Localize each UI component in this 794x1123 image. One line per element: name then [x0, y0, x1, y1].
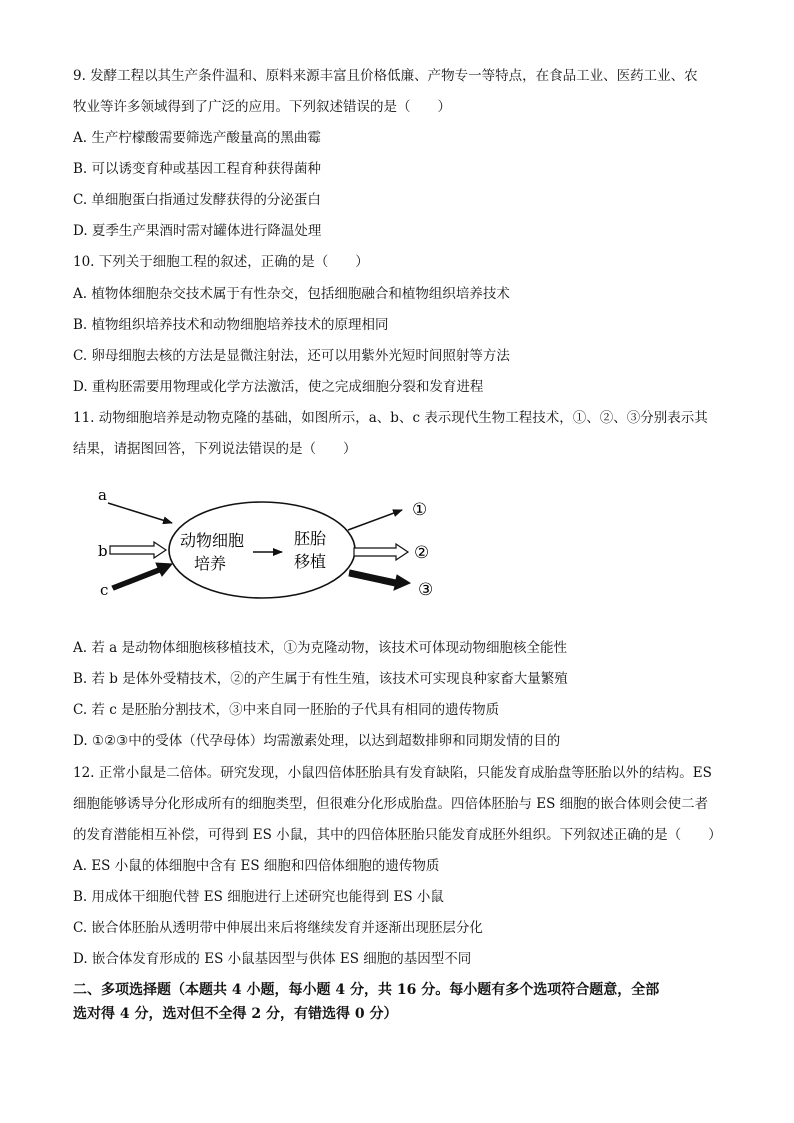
output-label-2: ② — [414, 543, 430, 563]
q9-stem-line1: 9. 发酵工程以其生产条件温和、原料来源丰富且价格低廉、产物专一等特点，在食品工业、医药工业、农 — [73, 68, 698, 84]
arrow-out3 — [349, 570, 410, 590]
box1-line2: 培养 — [194, 554, 227, 573]
q9-option-c: C. 单细胞蛋白指通过发酵获得的分泌蛋白 — [73, 192, 321, 208]
q11-option-c: C. 若 c 是胚胎分割技术，③中来自同一胚胎的子代具有相同的遗传物质 — [73, 702, 500, 718]
section2-heading-line1: 二、多项选择题（本题共 4 小题，每小题 4 分，共 16 分。每小题有多个选项符合题意，全部 — [73, 982, 660, 998]
box1-line1: 动物细胞 — [180, 531, 245, 550]
arrow-out2 — [354, 544, 408, 560]
q10-option-b: B. 植物组织培养技术和动物细胞培养技术的原理相同 — [73, 317, 389, 333]
q11-option-d: D. ①②③中的受体（代孕母体）均需激素处理，以达到超数排卵和同期发情的目的 — [73, 733, 561, 749]
q11-option-b: B. 若 b 是体外受精技术，②的产生属于有性生殖，该技术可实现良种家畜大量繁殖 — [73, 671, 568, 687]
q12-stem-line1: 12. 正常小鼠是二倍体。研究发现，小鼠四倍体胚胎具有发育缺陷，只能发育成胎盘等胚胎以外的结构。ES — [73, 765, 712, 781]
q10-stem-line1: 10. 下列关于细胞工程的叙述，正确的是（ ） — [73, 254, 369, 270]
q11-stem-line1: 11. 动物细胞培养是动物克隆的基础，如图所示，a、b、c 表示现代生物工程技术，①、②、③分别表示其 — [73, 410, 708, 426]
input-label-c: c — [100, 581, 109, 599]
q11-option-a: A. 若 a 是动物体细胞核移植技术，①为克隆动物，该技术可体现动物细胞核全能性 — [73, 640, 567, 656]
q12-option-b: B. 用成体干细胞代替 ES 细胞进行上述研究也能得到 ES 小鼠 — [73, 889, 444, 905]
q9-option-d: D. 夏季生产果酒时需对罐体进行降温处理 — [73, 223, 322, 239]
output-label-3: ③ — [418, 580, 434, 600]
q12-option-a: A. ES 小鼠的体细胞中含有 ES 细胞和四倍体细胞的遗传物质 — [73, 858, 440, 874]
q9-option-b: B. 可以诱变育种或基因工程育种获得菌种 — [73, 161, 322, 177]
arrow-c — [112, 563, 172, 590]
q10-option-c: C. 卵母细胞去核的方法是显微注射法，还可以用紫外光短时间照射等方法 — [73, 348, 510, 364]
arrow-a — [108, 503, 172, 523]
process-ellipse — [169, 502, 355, 598]
q10-option-d: D. 重构胚需要用物理或化学方法激活，使之完成细胞分裂和发育进程 — [73, 379, 484, 395]
q11-flow-diagram — [88, 478, 448, 608]
input-label-a: a — [98, 486, 107, 504]
input-label-b: b — [98, 542, 108, 560]
section2-heading-line2: 选对得 4 分，选对但不全得 2 分，有错选得 0 分） — [73, 1006, 398, 1022]
q9-option-a: A. 生产柠檬酸需要筛选产酸量高的黑曲霉 — [73, 130, 321, 146]
q12-stem-line3: 的发育潜能相互补偿，可得到 ES 小鼠，其中的四倍体胚胎只能发育成胚外组织。下列叙述正确的是（ ） — [73, 827, 722, 843]
q10-option-a: A. 植物体细胞杂交技术属于有性杂交，包括细胞融合和植物组织培养技术 — [73, 286, 510, 302]
q11-stem-line2: 结果，请据图回答，下列说法错误的是（ ） — [73, 441, 357, 457]
q12-option-c: C. 嵌合体胚胎从透明带中伸展出来后将继续发育并逐渐出现胚层分化 — [73, 920, 483, 936]
arrow-out1 — [348, 510, 402, 530]
q12-option-d: D. 嵌合体发育形成的 ES 小鼠基因型与供体 ES 细胞的基因型不同 — [73, 951, 472, 967]
arrow-b — [110, 542, 166, 558]
q12-stem-line2: 细胞能够诱导分化形成所有的细胞类型，但很难分化形成胎盘。四倍体胚胎与 ES 细胞的嵌合体则会使二者 — [73, 796, 709, 812]
box2-line1: 胚胎 — [294, 529, 327, 548]
box2-line2: 移植 — [294, 552, 327, 571]
output-label-1: ① — [412, 500, 428, 520]
q9-stem-line2: 牧业等许多领域得到了广泛的应用。下列叙述错误的是（ ） — [73, 99, 451, 115]
